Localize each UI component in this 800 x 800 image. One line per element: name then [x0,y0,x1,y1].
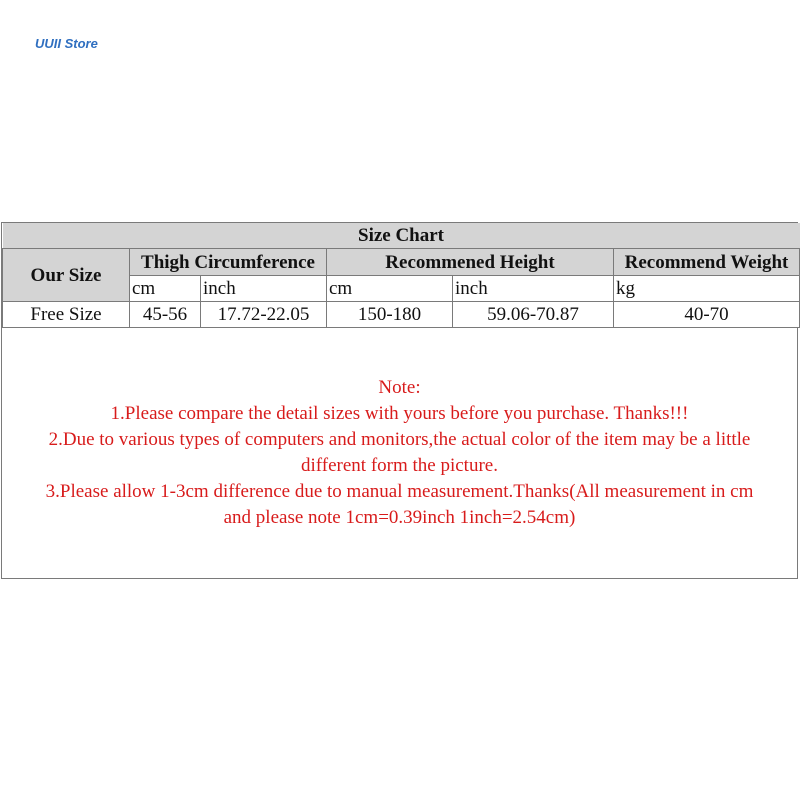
recommended-weight-header: Recommend Weight [614,249,800,276]
thigh-circumference-header: Thigh Circumference [130,249,327,276]
recommended-height-header: Recommened Height [327,249,614,276]
unit-thigh-cm: cm [130,276,201,302]
size-value: Free Size [3,302,130,328]
notes-title: Note: [378,377,421,398]
store-watermark: UUII Store [35,36,98,51]
note-line-2a: 2.Due to various types of computers and monitors,the actual color of the item may be a little [48,429,751,450]
note-line-3a: 3.Please allow 1-3cm difference due to manual measurement.Thanks(All measurement in cm [45,481,754,502]
our-size-header: Our Size [3,249,130,302]
notes-section [2,375,797,531]
thigh-cm-value: 45-56 [130,302,201,328]
height-inch-value: 59.06-70.87 [453,302,614,328]
height-cm-value: 150-180 [327,302,453,328]
note-line-3b: and please note 1cm=0.39inch 1inch=2.54cm) [223,507,576,528]
note-line-1: 1.Please compare the detail sizes with yours before you purchase. Thanks!!! [110,403,689,424]
thigh-inch-value: 17.72-22.05 [201,302,327,328]
unit-thigh-inch: inch [201,276,327,302]
size-chart-title: Size Chart [3,223,800,249]
weight-kg-value: 40-70 [614,302,800,328]
unit-weight-kg: kg [614,276,800,302]
size-table [2,223,800,328]
size-chart [1,222,798,579]
unit-height-inch: inch [453,276,614,302]
unit-height-cm: cm [327,276,453,302]
note-line-2b: different form the picture. [301,455,498,476]
